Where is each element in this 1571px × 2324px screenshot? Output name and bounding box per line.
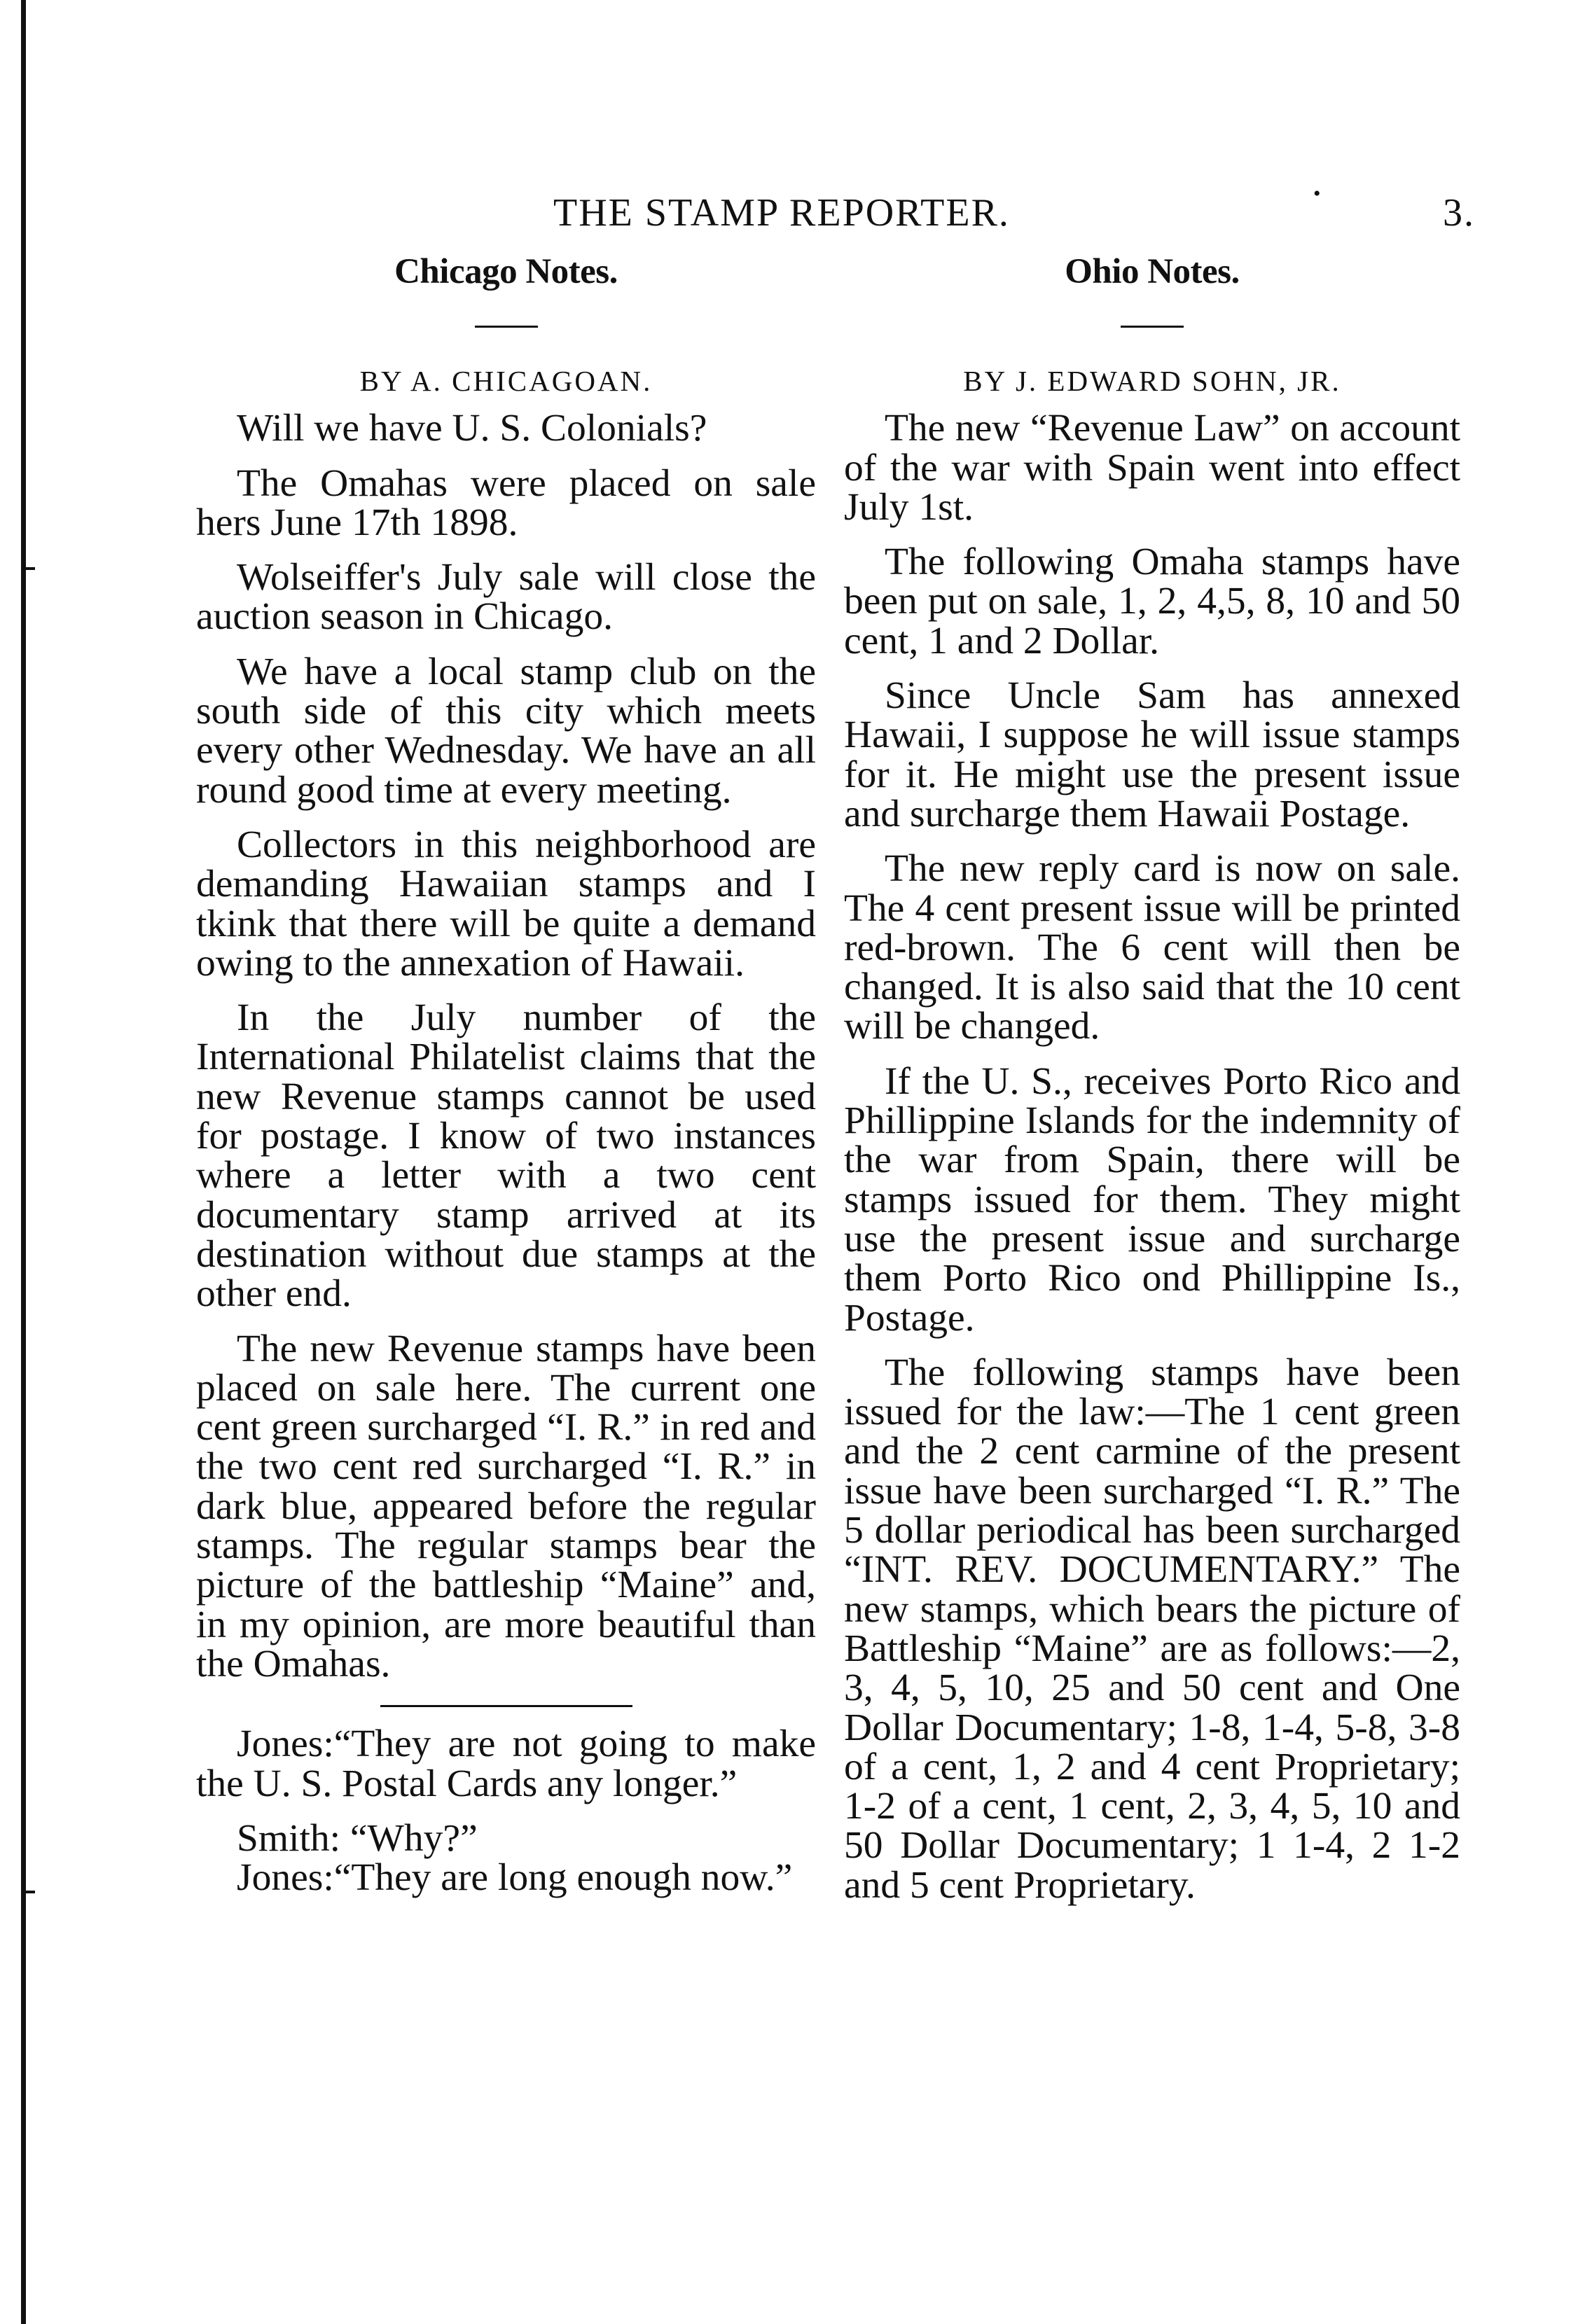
paragraph: The Omahas were placed on sale hers June 17th 1898.	[196, 461, 816, 544]
dialogue-line: Smith: “Why?”	[237, 1816, 478, 1860]
paragraph: If the U. S., receives Porto Rico and Phillippine Islands for the indemnity of the war from Spain, there will be stamps issued for them. They might use the present issue and surcharge them Porto Rico ond Phillippine Is., Postage.	[844, 1059, 1460, 1340]
edge-mark	[25, 567, 35, 570]
byline: BY A. CHICAGOAN.	[359, 365, 653, 397]
heading-rule	[1121, 326, 1184, 328]
paragraph: Collectors in this neighborhood are demanding Hawaiian stamps and I tkink that there will be quite a demand owing to the annexation of Hawaii.	[196, 823, 816, 984]
paragraph: Since Uncle Sam has annexed Hawaii, I suppose he will issue stamps for it. He might use the present issue and surcharge them Hawaii Postage.	[844, 674, 1460, 835]
paragraph: The new Revenue stamps have been placed on sale here. The current one cent green surcharged “I. R.” in red and the two cent red surcharged “I. R.” in dark blue, appeared before the regular stamps. The regular stamps bear the picture of the battleship “Maine” and, in my opinion, are more beautiful than the Omahas.	[196, 1327, 816, 1685]
paragraph: The following Omaha stamps have been put on sale, 1, 2, 4,5, 8, 10 and 50 cent, 1 and 2 Dollar.	[844, 541, 1460, 662]
heading-rule	[475, 326, 538, 328]
column-chicago-notes	[196, 252, 816, 1913]
page-number: 3.	[1443, 191, 1475, 235]
column-heading: Chicago Notes.	[394, 252, 618, 291]
column-heading: Ohio Notes.	[1065, 252, 1240, 291]
publication-title: THE STAMP REPORTER.	[553, 191, 1010, 235]
edge-mark	[25, 1891, 35, 1893]
paragraph: In the July number of the International Philatelist claims that the new Revenue stamps cannot be used for postage. I know of two instances where a letter with a two cent documentary stamp arrived at its destination without due stamps at the other end.	[196, 996, 816, 1316]
page-edge-rule	[21, 0, 26, 2324]
byline: BY J. EDWARD SOHN, JR.	[963, 365, 1341, 397]
stray-dot: •	[1313, 182, 1322, 205]
column-ohio-notes	[844, 252, 1460, 1921]
paragraph: We have a local stamp club on the south side of this city which meets every other Wednesday. We have an all round good time at every meeting.	[196, 650, 816, 812]
paragraph: The new reply card is now on sale. The 4 cent present issue will be printed red-brown. The 6 cent will then be changed. It is also said that the 10 cent will be changed.	[844, 847, 1460, 1048]
dialogue-line: Jones:“They are long enough now.”	[237, 1856, 793, 1900]
section-divider-ornament	[380, 1704, 632, 1708]
paragraph: The following stamps have been issued for the law:—The 1 cent green and the 2 cent carmine of the present issue have been surcharged “I. R.” The 5 dollar periodical has been surcharged “INT. REV. DOCUMENTARY.” The new stamps, which bears the picture of Battleship “Maine” are as follows:—2, 3, 4, 5, 10, 25 and 50 cent and One Dollar Documentary; 1-8, 1-4, 5-8, 3-8 of a cent, 1, 2 and 4 cent Proprietary; 1-2 of a cent, 1 cent, 2, 3, 4, 5, 10 and 50 Dollar Documentary; 1 1-4, 2 1-2 and 5 cent Proprietary.	[844, 1351, 1460, 1907]
paragraph: The new “Revenue Law” on account of the war with Spain went into effect July 1st.	[844, 407, 1460, 529]
paragraph: Will we have U. S. Colonials?	[237, 407, 707, 450]
dialogue-line: Jones:“They are not going to make the U. S. Postal Cards any longer.”	[196, 1723, 816, 1805]
paragraph: Wolseiffer's July sale will close the auction season in Chicago.	[196, 556, 816, 639]
